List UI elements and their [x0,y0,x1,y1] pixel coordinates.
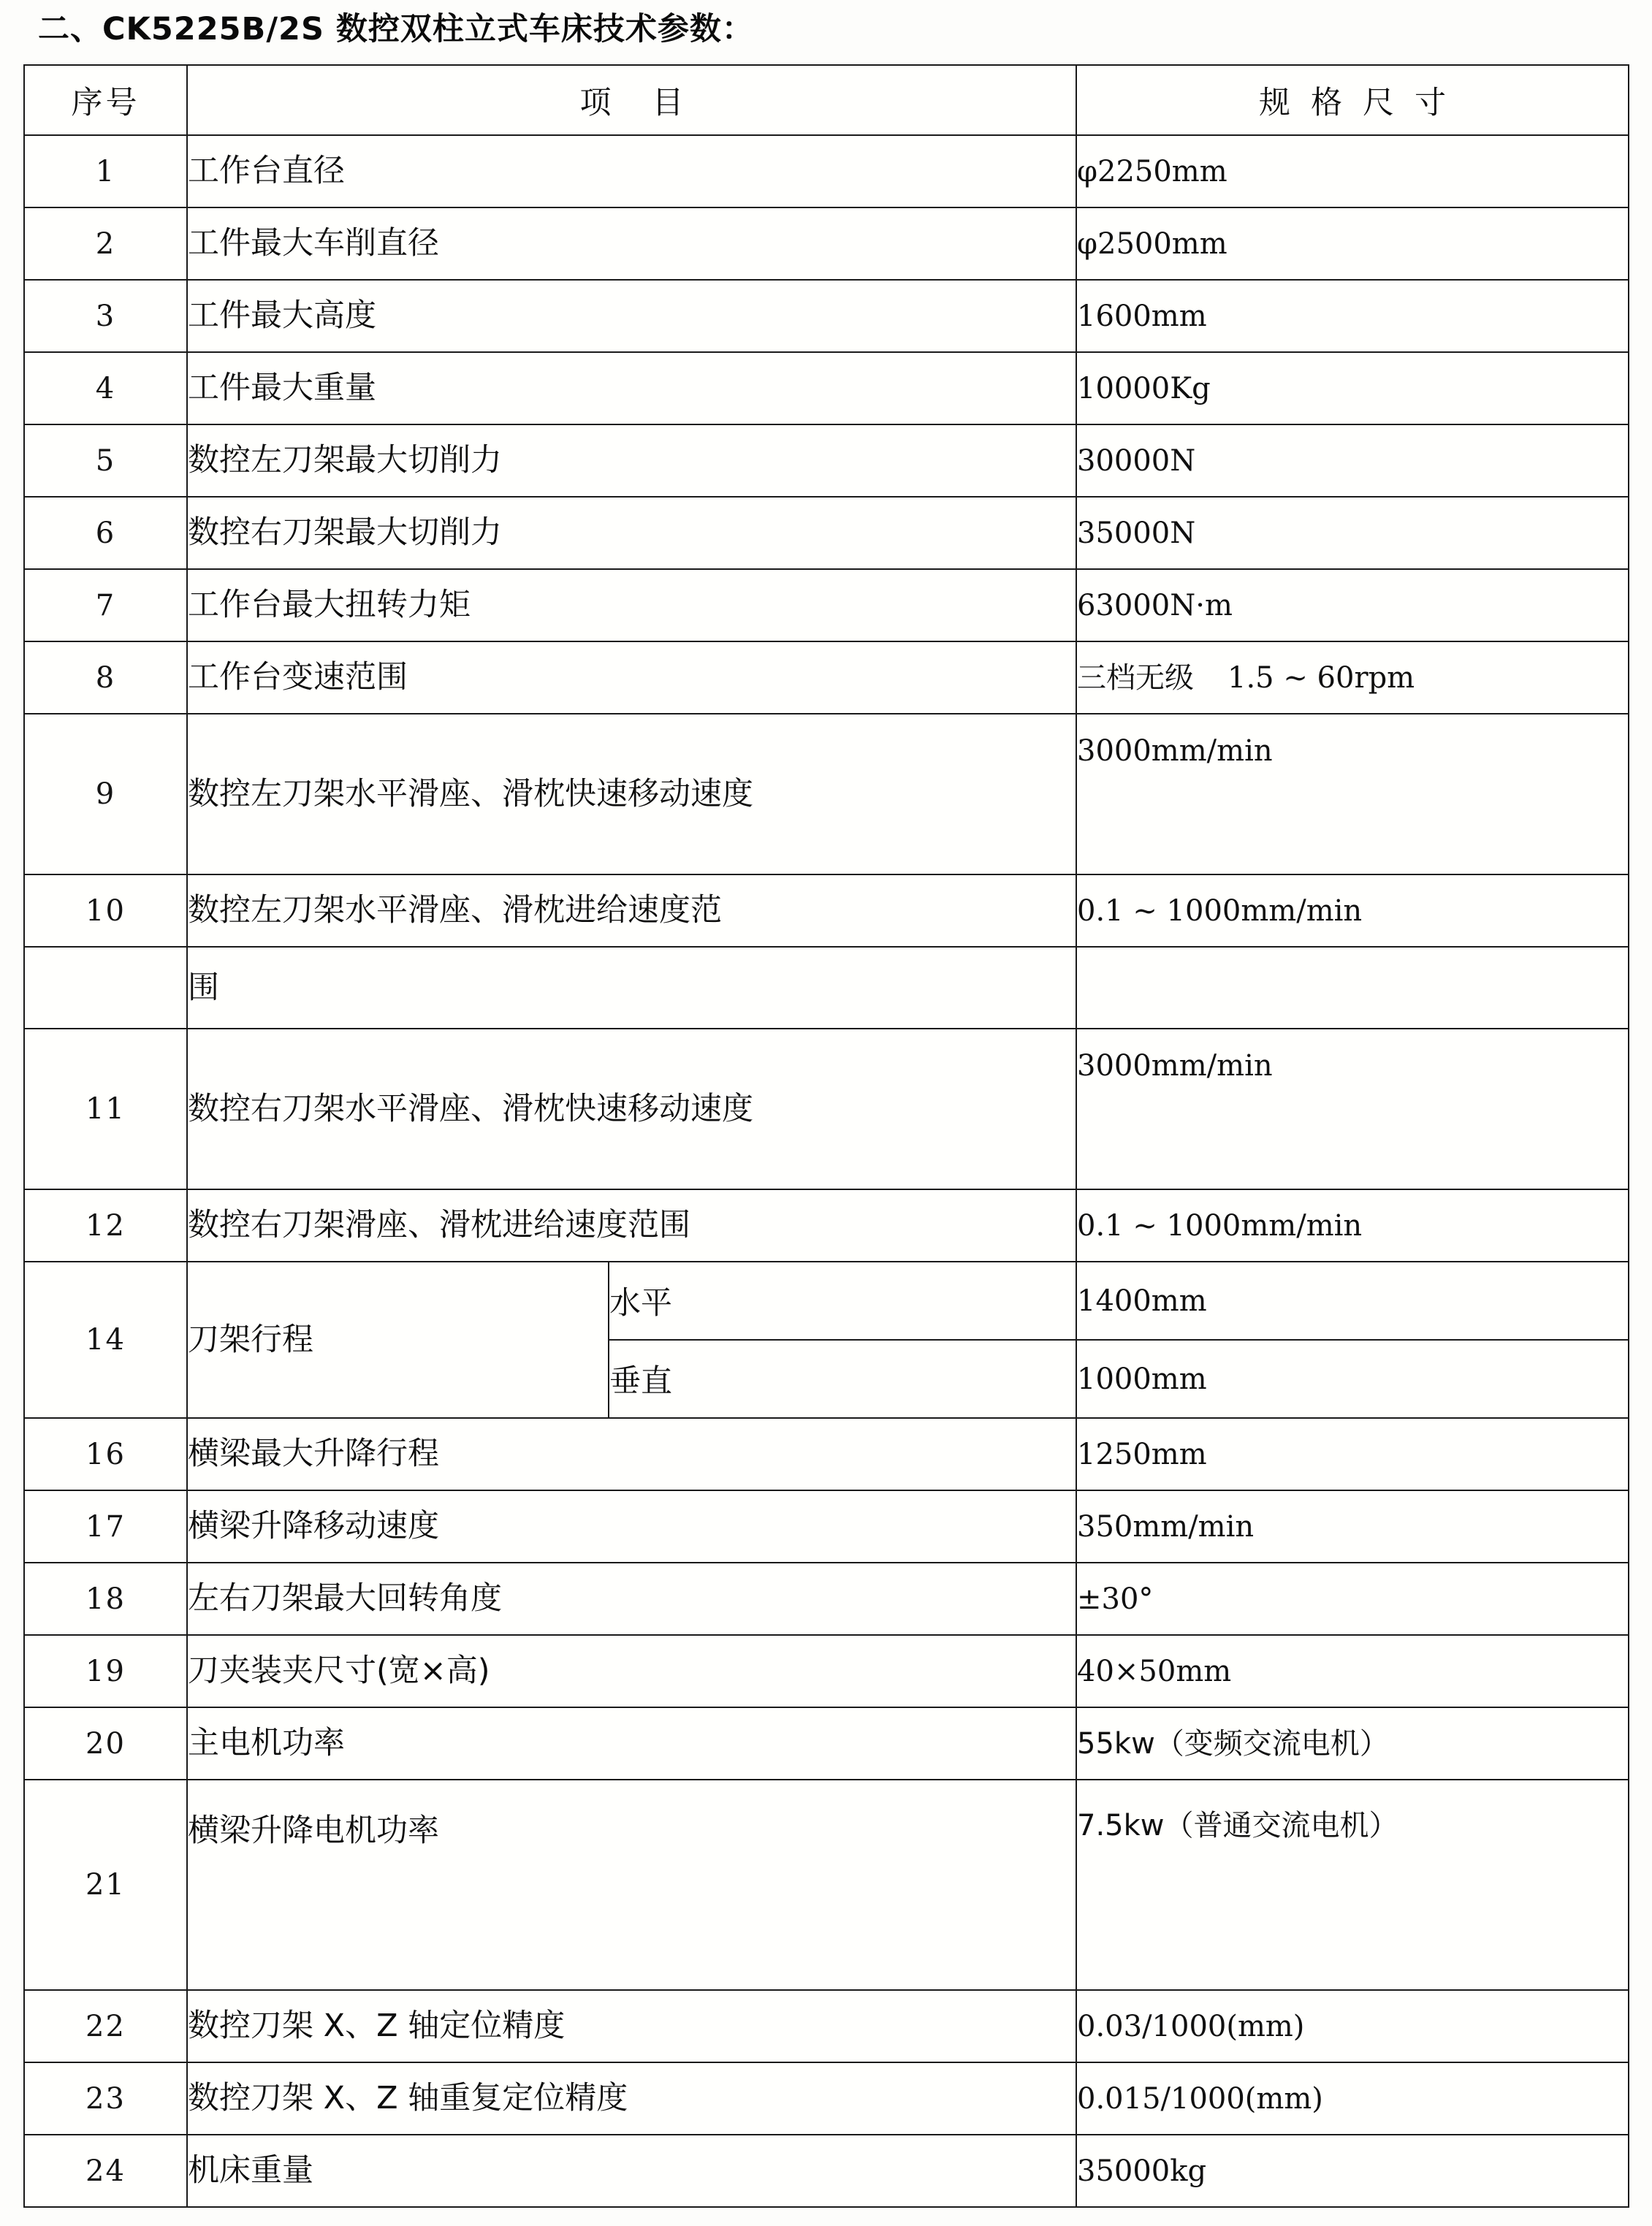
row-item: 数控刀架 X、Z 轴重复定位精度 [187,2062,1076,2135]
row-spec: 0.03/1000(mm) [1076,1990,1629,2062]
row-no [24,947,187,1029]
table-row [24,1189,1629,1262]
row-no: 11 [24,1029,187,1189]
row-no: 2 [24,207,187,280]
table-row [24,2062,1629,2135]
table-row [24,1990,1629,2062]
header-cell-spec: 规格尺寸 [1076,65,1629,135]
table-row [24,714,1629,874]
row-no: 7 [24,569,187,641]
table-row [24,1029,1629,1189]
row-item: 横梁升降电机功率 [187,1780,1076,1990]
row-no: 17 [24,1490,187,1563]
row-no: 21 [24,1780,187,1990]
row-item: 数控左刀架水平滑座、滑枕进给速度范 [187,874,1076,947]
row-no: 22 [24,1990,187,2062]
row-spec: 55kw（变频交流电机） [1076,1707,1629,1780]
row-item: 数控左刀架水平滑座、滑枕快速移动速度 [187,714,1076,874]
row-item: 数控刀架 X、Z 轴定位精度 [187,1990,1076,2062]
row-spec: 3000mm/min [1076,1029,1629,1189]
row-sub-label: 水平 [609,1262,1076,1340]
row-no: 19 [24,1635,187,1707]
row-spec: 350mm/min [1076,1490,1629,1563]
row-spec: 0.1 ~ 1000mm/min [1076,1189,1629,1262]
row-spec: 35000kg [1076,2135,1629,2207]
section-heading: 二、CK5225B/2S 数控双柱立式车床技术参数： [38,11,754,47]
row-item: 工件最大高度 [187,280,1076,352]
row-item: 机床重量 [187,2135,1076,2207]
specification-table [23,64,1629,2208]
row-spec: 1400mm [1076,1262,1629,1340]
row-item: 工件最大重量 [187,352,1076,424]
row-spec: 1600mm [1076,280,1629,352]
row-spec: 1250mm [1076,1418,1629,1490]
table-row [24,1490,1629,1563]
table-header-row [24,65,1629,135]
row-item: 横梁升降移动速度 [187,1490,1076,1563]
row-no: 18 [24,1563,187,1635]
row-spec: 0.015/1000(mm) [1076,2062,1629,2135]
row-sub-label: 垂直 [609,1340,1076,1418]
row-no: 4 [24,352,187,424]
row-item: 工件最大车削直径 [187,207,1076,280]
row-no: 5 [24,424,187,497]
row-no: 16 [24,1418,187,1490]
header-cell-item: 项目 [187,65,1076,135]
row-no: 6 [24,497,187,569]
row-item: 主电机功率 [187,1707,1076,1780]
row-spec: 40×50mm [1076,1635,1629,1707]
row-spec: φ2500mm [1076,207,1629,280]
row-no: 10 [24,874,187,947]
row-item: 工作台变速范围 [187,641,1076,714]
row-no: 1 [24,135,187,207]
table-row [24,1418,1629,1490]
row-item: 数控左刀架最大切削力 [187,424,1076,497]
row-no: 24 [24,2135,187,2207]
row-item: 刀夹装夹尺寸(宽×高) [187,1635,1076,1707]
table-row [24,1262,1629,1340]
row-no: 20 [24,1707,187,1780]
table-row [24,2135,1629,2207]
row-spec: 35000N [1076,497,1629,569]
row-item: 数控右刀架最大切削力 [187,497,1076,569]
table-row [24,1780,1629,1990]
row-spec [1076,947,1629,1029]
row-spec: 10000Kg [1076,352,1629,424]
row-spec: 1000mm [1076,1340,1629,1418]
row-no: 14 [24,1262,187,1418]
row-item: 围 [187,947,1076,1029]
table-row [24,1563,1629,1635]
row-no: 3 [24,280,187,352]
row-item: 工作台直径 [187,135,1076,207]
row-spec: 3000mm/min [1076,714,1629,874]
row-no: 9 [24,714,187,874]
row-spec: 30000N [1076,424,1629,497]
table-row [24,874,1629,947]
row-item: 数控右刀架滑座、滑枕进给速度范围 [187,1189,1076,1262]
table-row [24,641,1629,714]
row-no: 23 [24,2062,187,2135]
table-row [24,497,1629,569]
table-row [24,1707,1629,1780]
row-spec-gear: 三档无级 [1077,660,1194,695]
row-spec: 0.1 ~ 1000mm/min [1076,874,1629,947]
row-no: 8 [24,641,187,714]
row-item: 刀架行程 [187,1262,609,1418]
table-row [24,352,1629,424]
header-cell-no: 序号 [24,65,187,135]
row-spec: 7.5kw（普通交流电机） [1076,1780,1629,1990]
row-item: 左右刀架最大回转角度 [187,1563,1076,1635]
row-spec-range: 1.5 ~ 60rpm [1227,660,1415,695]
table-row [24,280,1629,352]
row-spec: φ2250mm [1076,135,1629,207]
row-item: 横梁最大升降行程 [187,1418,1076,1490]
table-row [24,569,1629,641]
table-row [24,1635,1629,1707]
row-spec: ±30° [1076,1563,1629,1635]
table-row [24,135,1629,207]
table-row [24,207,1629,280]
table-row-continuation [24,947,1629,1029]
row-spec [1076,641,1629,714]
row-item: 工作台最大扭转力矩 [187,569,1076,641]
row-spec: 63000N·m [1076,569,1629,641]
table-row [24,424,1629,497]
row-no: 12 [24,1189,187,1262]
row-item: 数控右刀架水平滑座、滑枕快速移动速度 [187,1029,1076,1189]
